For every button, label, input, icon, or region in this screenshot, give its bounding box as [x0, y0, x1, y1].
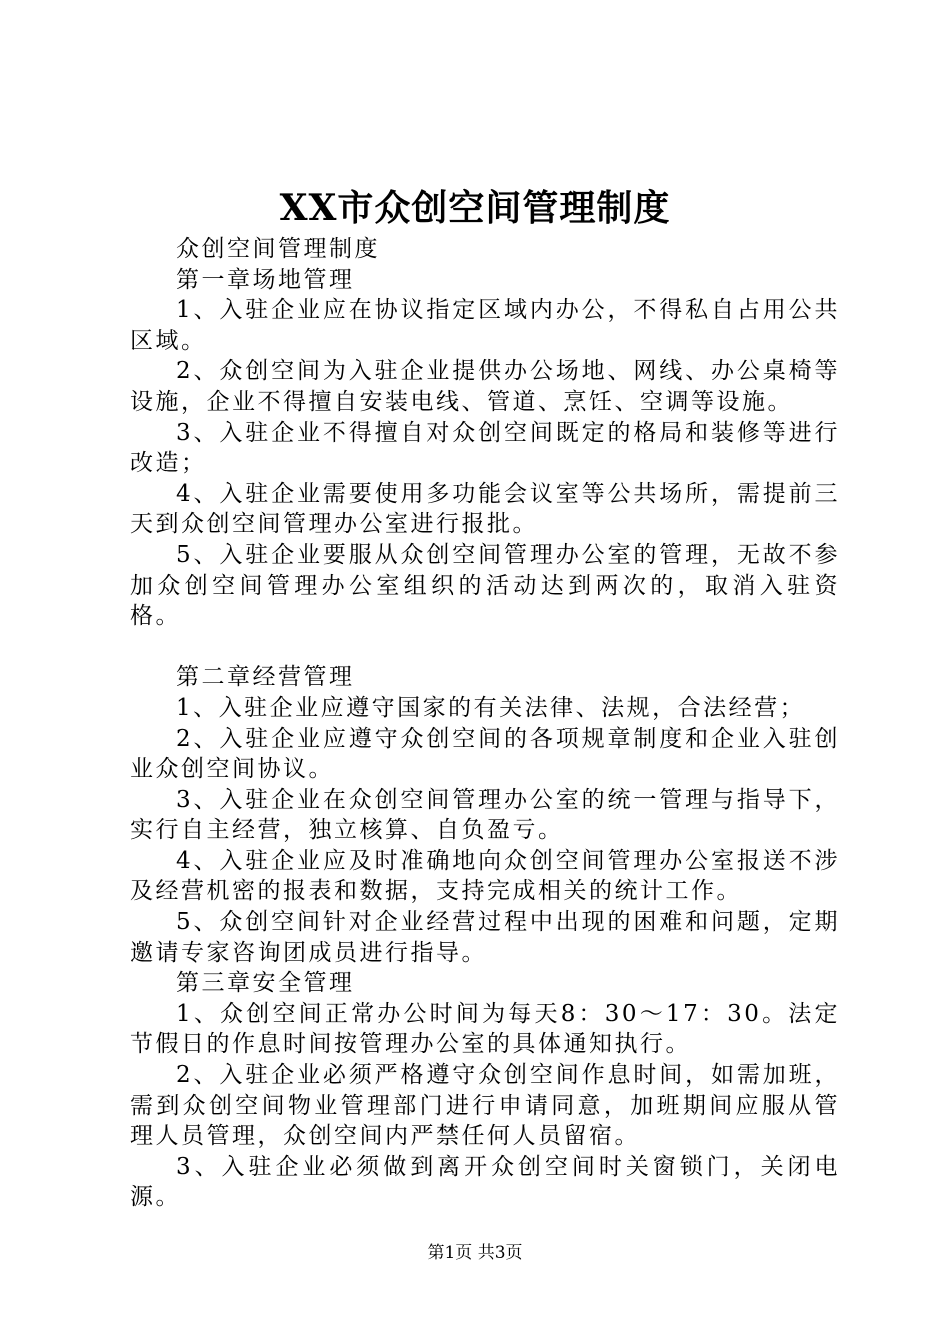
document-body [130, 234, 840, 1213]
blank-line [130, 632, 840, 663]
paragraph-3-2: 2、入驻企业必须严格遵守众创空间作息时间，如需加班，需到众创空间物业管理部门进行申请同意，加班期间应服从管理人员管理，众创空间内严禁任何人员留宿。 [130, 1062, 840, 1150]
paragraph-chapter-3-heading: 第三章安全管理 [176, 970, 355, 997]
paragraph-chapter-1-heading: 第一章场地管理 [176, 266, 355, 293]
paragraph-2-1: 1、入驻企业应遵守国家的有关法律、法规，合法经营； [176, 694, 806, 721]
paragraph-2-4: 4、入驻企业应及时准确地向众创空间管理办公室报送不涉及经营机密的报表和数据，支持完成相关的统计工作。 [130, 847, 840, 905]
page-footer: 第1页 共3页 [427, 1243, 523, 1263]
paragraph-2-5: 5、众创空间针对企业经营过程中出现的困难和问题，定期邀请专家咨询团成员进行指导。 [130, 909, 840, 966]
paragraph-chapter-2-heading: 第二章经营管理 [176, 664, 355, 691]
paragraph-1-3: 3、入驻企业不得擅自对众创空间既定的格局和装修等进行改造； [130, 419, 840, 477]
paragraph-2-2: 2、入驻企业应遵守众创空间的各项规章制度和企业入驻创业众创空间协议。 [130, 725, 840, 783]
paragraph-doc-heading: 众创空间管理制度 [176, 236, 380, 262]
paragraph-2-3: 3、入驻企业在众创空间管理办公室的统一管理与指导下，实行自主经营，独立核算、自负盈亏。 [130, 786, 840, 844]
document-title: XX市众创空间管理制度 [279, 187, 671, 229]
paragraph-1-4: 4、入驻企业需要使用多功能会议室等公共场所，需提前三天到众创空间管理办公室进行报批。 [130, 480, 840, 538]
paragraph-1-5: 5、入驻企业要服从众创空间管理办公室的管理，无故不参加众创空间管理办公室组织的活动达到两次的，取消入驻资格。 [130, 541, 840, 630]
paragraph-1-1: 1、入驻企业应在协议指定区域内办公，不得私自占用公共区域。 [130, 297, 840, 354]
paragraph-1-2: 2、众创空间为入驻企业提供办公场地、网线、办公桌椅等设施，企业不得擅自安装电线、管道、烹饪、空调等设施。 [130, 358, 840, 415]
paragraph-3-3: 3、入驻企业必须做到离开众创空间时关窗锁门，关闭电源。 [130, 1153, 840, 1211]
paragraph-3-1: 1、众创空间正常办公时间为每天8：30～17：30。法定节假日的作息时间按管理办公室的具体通知执行。 [130, 1000, 840, 1058]
